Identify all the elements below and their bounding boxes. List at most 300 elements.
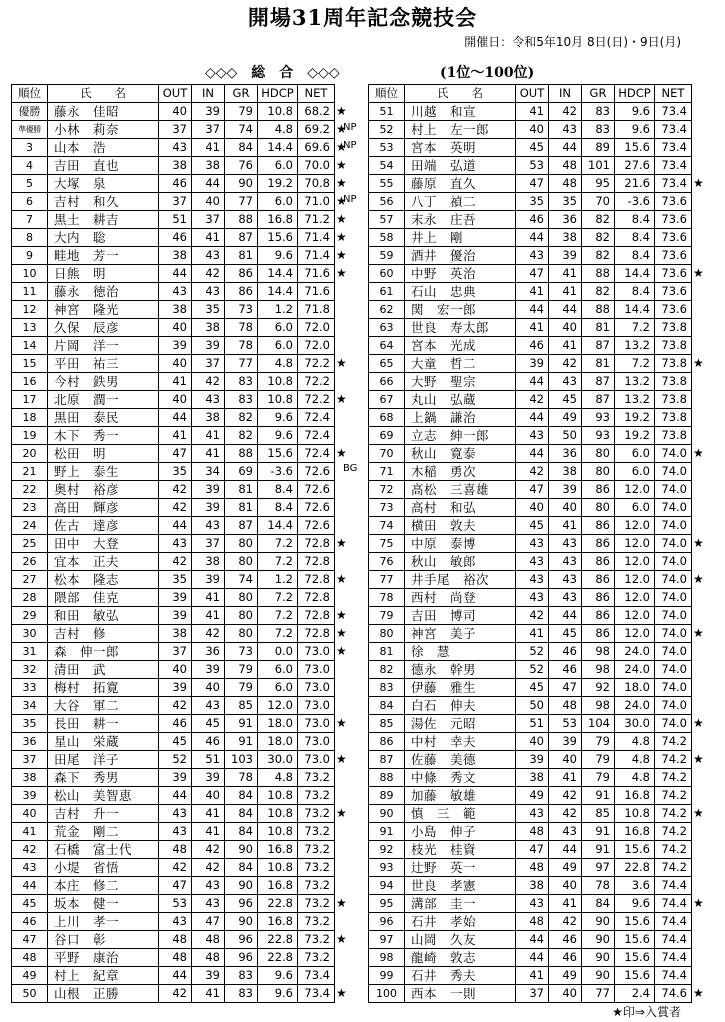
table-row [369, 643, 710, 661]
table-row [369, 481, 710, 499]
rank-cell: 27 [12, 571, 48, 589]
out-cell: 44 [516, 409, 549, 427]
rank-cell: 17 [12, 391, 48, 409]
table-row [369, 175, 710, 193]
prize-mark [692, 193, 710, 211]
net-cell: 73.8 [655, 337, 692, 355]
hdcp-cell: 8.4 [258, 499, 298, 517]
in-cell: 44 [192, 175, 225, 193]
out-cell: 48 [516, 859, 549, 877]
name-cell: 畦地 芳一 [48, 247, 159, 265]
hdcp-cell: 1.2 [258, 571, 298, 589]
net-cell: 70.8 [298, 175, 335, 193]
prize-mark [692, 373, 710, 391]
hdcp-cell: 19.2 [615, 427, 655, 445]
gr-cell: 84 [225, 805, 258, 823]
rank-cell: 25 [12, 535, 48, 553]
name-cell: 森下 秀男 [48, 769, 159, 787]
rank-cell: 37 [12, 751, 48, 769]
net-cell: 72.6 [298, 517, 335, 535]
out-cell: 53 [159, 895, 192, 913]
table-row [369, 211, 710, 229]
out-cell: 43 [159, 283, 192, 301]
name-cell: 田尾 洋子 [48, 751, 159, 769]
hdcp-cell: 6.0 [258, 679, 298, 697]
prize-mark [692, 247, 710, 265]
hdcp-cell: 14.4 [615, 301, 655, 319]
table-row [369, 445, 710, 463]
in-cell: 43 [549, 553, 582, 571]
net-cell: 74.0 [655, 553, 692, 571]
prize-mark: ★ [336, 212, 347, 226]
gr-cell: 83 [582, 103, 615, 121]
rank-cell: 69 [369, 427, 405, 445]
name-cell: 奥村 裕彦 [48, 481, 159, 499]
table-row [12, 157, 353, 175]
in-cell: 37 [192, 535, 225, 553]
name-cell: 平野 康治 [48, 949, 159, 967]
in-cell: 39 [192, 337, 225, 355]
out-cell: 42 [159, 481, 192, 499]
out-cell: 47 [516, 265, 549, 283]
net-cell: 68.2 [298, 103, 335, 121]
rank-cell: 100 [369, 985, 405, 1003]
prize-mark: ★ [336, 626, 347, 640]
net-cell: 71.6 [298, 283, 335, 301]
note-np: NP [343, 122, 357, 133]
gr-cell: 86 [225, 265, 258, 283]
prize-mark [692, 787, 710, 805]
table-row [12, 337, 353, 355]
table-row [12, 913, 353, 931]
rank-cell: 85 [369, 715, 405, 733]
prize-mark: ★ [693, 266, 704, 280]
rank-cell: 79 [369, 607, 405, 625]
table-row [369, 913, 710, 931]
net-cell: 69.6 [298, 139, 335, 157]
name-cell: 横田 敦夫 [405, 517, 516, 535]
results-table-left [11, 84, 353, 1003]
table-row [369, 553, 710, 571]
net-cell: 74.0 [655, 697, 692, 715]
rank-cell: 45 [12, 895, 48, 913]
name-cell: 八丁 禎二 [405, 193, 516, 211]
table-row [12, 139, 353, 157]
table-row [369, 769, 710, 787]
rank-cell: 41 [12, 823, 48, 841]
rank-range: (1位～100位) [440, 65, 535, 81]
out-cell: 39 [159, 607, 192, 625]
name-cell: 大谷 軍二 [48, 697, 159, 715]
rank-cell: 46 [12, 913, 48, 931]
in-cell: 47 [192, 913, 225, 931]
prize-mark [692, 769, 710, 787]
out-cell: 42 [159, 859, 192, 877]
table-row [369, 373, 710, 391]
rank-cell: 44 [12, 877, 48, 895]
prize-mark [692, 733, 710, 751]
net-cell: 70.0 [298, 157, 335, 175]
net-cell: 74.2 [655, 751, 692, 769]
prize-mark: ★ [693, 572, 704, 586]
hdcp-cell: 4.8 [615, 751, 655, 769]
gr-cell: 73 [225, 643, 258, 661]
rank-cell: 優勝 [12, 103, 48, 121]
gr-cell: 90 [582, 949, 615, 967]
name-cell: 川越 和宣 [405, 103, 516, 121]
rank-cell: 94 [369, 877, 405, 895]
gr-cell: 86 [582, 517, 615, 535]
gr-cell: 90 [225, 913, 258, 931]
name-cell: 村上 左一郎 [405, 121, 516, 139]
col-header-out: OUT [159, 85, 192, 103]
hdcp-cell: 6.0 [258, 661, 298, 679]
prize-mark [335, 859, 353, 877]
table-row [369, 499, 710, 517]
rank-cell: 77 [369, 571, 405, 589]
out-cell: 43 [159, 913, 192, 931]
rank-cell: 62 [369, 301, 405, 319]
in-cell: 37 [192, 355, 225, 373]
col-header-net: NET [298, 85, 335, 103]
rank-cell: 28 [12, 589, 48, 607]
prize-mark: ★ [693, 896, 704, 910]
in-cell: 43 [192, 895, 225, 913]
gr-cell: 86 [582, 535, 615, 553]
net-cell: 73.6 [655, 265, 692, 283]
rank-cell: 4 [12, 157, 48, 175]
out-cell: 40 [516, 733, 549, 751]
hdcp-cell: 12.0 [615, 481, 655, 499]
name-cell: 白石 伸夫 [405, 697, 516, 715]
gr-cell: 86 [582, 553, 615, 571]
hdcp-cell: 12.0 [615, 553, 655, 571]
hdcp-cell: 13.2 [615, 373, 655, 391]
net-cell: 73.4 [655, 121, 692, 139]
rank-cell: 42 [12, 841, 48, 859]
out-cell: 43 [516, 589, 549, 607]
name-cell: 今村 鉄男 [48, 373, 159, 391]
net-cell: 72.8 [298, 625, 335, 643]
net-cell: 73.2 [298, 877, 335, 895]
col-header-rank: 順位 [369, 85, 405, 103]
hdcp-cell: 4.8 [258, 769, 298, 787]
rank-cell: 33 [12, 679, 48, 697]
out-cell: 43 [516, 805, 549, 823]
net-cell: 73.2 [298, 913, 335, 931]
section-subtitle: ◇◇◇ 総 合 ◇◇◇ [205, 65, 340, 81]
gr-cell: 82 [225, 427, 258, 445]
gr-cell: 83 [225, 967, 258, 985]
gr-cell: 79 [225, 661, 258, 679]
name-cell: 北原 潤一 [48, 391, 159, 409]
table-row [12, 625, 353, 643]
out-cell: 43 [516, 247, 549, 265]
out-cell: 41 [159, 427, 192, 445]
in-cell: 48 [192, 949, 225, 967]
out-cell: 53 [516, 157, 549, 175]
in-cell: 36 [549, 445, 582, 463]
rank-cell: 65 [369, 355, 405, 373]
prize-mark [692, 661, 710, 679]
in-cell: 44 [549, 841, 582, 859]
out-cell: 38 [159, 247, 192, 265]
out-cell: 49 [516, 787, 549, 805]
prize-mark [335, 949, 353, 967]
name-cell: 星山 栄蔵 [48, 733, 159, 751]
prize-mark: ★ [336, 176, 347, 190]
net-cell: 74.0 [655, 463, 692, 481]
net-cell: 72.0 [298, 319, 335, 337]
out-cell: 41 [516, 625, 549, 643]
out-cell: 40 [159, 355, 192, 373]
out-cell: 40 [159, 661, 192, 679]
table-row [12, 931, 353, 949]
in-cell: 39 [549, 733, 582, 751]
gr-cell: 98 [582, 661, 615, 679]
name-cell: 藤永 佳昭 [48, 103, 159, 121]
hdcp-cell: 16.8 [258, 211, 298, 229]
prize-mark: ★ [693, 536, 704, 550]
rank-cell: 88 [369, 769, 405, 787]
out-cell: 51 [516, 715, 549, 733]
gr-cell: 79 [225, 103, 258, 121]
hdcp-cell: 15.6 [615, 967, 655, 985]
net-cell: 73.8 [655, 319, 692, 337]
net-cell: 72.8 [298, 571, 335, 589]
rank-cell: 8 [12, 229, 48, 247]
hdcp-cell: 14.4 [258, 517, 298, 535]
in-cell: 40 [549, 877, 582, 895]
rank-cell: 66 [369, 373, 405, 391]
hdcp-cell: 15.6 [615, 931, 655, 949]
hdcp-cell: -3.6 [258, 463, 298, 481]
gr-cell: 82 [582, 211, 615, 229]
prize-mark: ★ [336, 140, 347, 154]
hdcp-cell: 7.2 [258, 589, 298, 607]
name-cell: 田中 大登 [48, 535, 159, 553]
gr-cell: 92 [582, 679, 615, 697]
table-row [12, 445, 353, 463]
gr-cell: 79 [582, 733, 615, 751]
gr-cell: 83 [582, 121, 615, 139]
gr-cell: 96 [225, 931, 258, 949]
out-cell: 38 [159, 625, 192, 643]
net-cell: 73.6 [655, 247, 692, 265]
out-cell: 39 [159, 589, 192, 607]
in-cell: 36 [192, 643, 225, 661]
table-row [12, 895, 353, 913]
out-cell: 44 [516, 373, 549, 391]
gr-cell: 96 [225, 949, 258, 967]
gr-cell: 73 [225, 301, 258, 319]
name-cell: 湯佐 元昭 [405, 715, 516, 733]
prize-mark: ★ [336, 986, 347, 1000]
prize-mark [335, 697, 353, 715]
out-cell: 39 [159, 337, 192, 355]
in-cell: 42 [549, 355, 582, 373]
rank-cell: 14 [12, 337, 48, 355]
out-cell: 43 [516, 571, 549, 589]
in-cell: 40 [192, 193, 225, 211]
prize-mark [335, 283, 353, 301]
gr-cell: 86 [582, 607, 615, 625]
prize-mark [692, 391, 710, 409]
prize-mark [335, 679, 353, 697]
gr-cell: 90 [225, 175, 258, 193]
in-cell: 41 [549, 337, 582, 355]
hdcp-cell: 13.2 [615, 391, 655, 409]
out-cell: 43 [516, 535, 549, 553]
gr-cell: 81 [582, 355, 615, 373]
hdcp-cell: 13.2 [615, 337, 655, 355]
out-cell: 46 [159, 715, 192, 733]
prize-mark [335, 661, 353, 679]
prize-mark [692, 967, 710, 985]
out-cell: 48 [516, 913, 549, 931]
net-cell: 74.2 [655, 823, 692, 841]
rank-cell: 23 [12, 499, 48, 517]
table-row [12, 517, 353, 535]
header-row [369, 85, 710, 103]
net-cell: 73.4 [655, 157, 692, 175]
hdcp-cell: 10.8 [258, 103, 298, 121]
in-cell: 38 [192, 409, 225, 427]
net-cell: 73.2 [298, 931, 335, 949]
table-row [12, 427, 353, 445]
name-cell: 吉村 修 [48, 625, 159, 643]
hdcp-cell: 12.0 [615, 517, 655, 535]
in-cell: 49 [549, 859, 582, 877]
name-cell: 佐古 達彦 [48, 517, 159, 535]
name-cell: 長田 耕一 [48, 715, 159, 733]
rank-cell: 31 [12, 643, 48, 661]
rank-cell: 43 [12, 859, 48, 877]
prize-mark [692, 877, 710, 895]
rank-cell: 64 [369, 337, 405, 355]
rank-cell: 58 [369, 229, 405, 247]
gr-cell: 77 [582, 985, 615, 1003]
out-cell: 42 [159, 697, 192, 715]
in-cell: 40 [192, 679, 225, 697]
prize-mark [335, 769, 353, 787]
net-cell: 72.6 [298, 499, 335, 517]
gr-cell: 90 [582, 931, 615, 949]
hdcp-cell: 27.6 [615, 157, 655, 175]
out-cell: 37 [159, 193, 192, 211]
hdcp-cell: 19.2 [258, 175, 298, 193]
prize-mark [692, 517, 710, 535]
net-cell: 74.0 [655, 589, 692, 607]
prize-mark [692, 823, 710, 841]
net-cell: 72.4 [298, 409, 335, 427]
in-cell: 38 [192, 157, 225, 175]
gr-cell: 88 [582, 265, 615, 283]
in-cell: 41 [549, 283, 582, 301]
in-cell: 51 [192, 751, 225, 769]
name-cell: 酒井 優治 [405, 247, 516, 265]
hdcp-cell: 16.8 [258, 841, 298, 859]
net-cell: 73.4 [655, 103, 692, 121]
hdcp-cell: 15.6 [615, 949, 655, 967]
rank-cell: 47 [12, 931, 48, 949]
col-header-name: 氏 名 [48, 85, 159, 103]
in-cell: 41 [192, 607, 225, 625]
hdcp-cell: 4.8 [258, 121, 298, 139]
in-cell: 48 [549, 175, 582, 193]
hdcp-cell: 6.0 [615, 463, 655, 481]
rank-cell: 54 [369, 157, 405, 175]
in-cell: 42 [549, 805, 582, 823]
prize-mark: ★ [336, 356, 347, 370]
table-row [369, 733, 710, 751]
in-cell: 40 [192, 787, 225, 805]
in-cell: 41 [549, 895, 582, 913]
table-row [369, 265, 710, 283]
in-cell: 43 [192, 391, 225, 409]
table-row [369, 841, 710, 859]
table-row [369, 679, 710, 697]
prize-mark: ★ [336, 266, 347, 280]
name-cell: 梅村 拓寛 [48, 679, 159, 697]
name-cell: 小林 莉奈 [48, 121, 159, 139]
hdcp-cell: 16.8 [258, 877, 298, 895]
net-cell: 72.4 [298, 445, 335, 463]
prize-mark [692, 229, 710, 247]
hdcp-cell: 15.6 [615, 139, 655, 157]
net-cell: 71.6 [298, 265, 335, 283]
name-cell: 立志 紳一郎 [405, 427, 516, 445]
prize-mark: ★ [693, 716, 704, 730]
prize-mark: ★ [336, 608, 347, 622]
in-cell: 38 [549, 229, 582, 247]
rank-cell: 59 [369, 247, 405, 265]
col-header-net: NET [655, 85, 692, 103]
name-cell: 高田 輝彦 [48, 499, 159, 517]
table-row [12, 679, 353, 697]
in-cell: 45 [192, 715, 225, 733]
in-cell: 48 [549, 157, 582, 175]
hdcp-cell: 10.8 [258, 391, 298, 409]
prize-mark [335, 427, 353, 445]
table-row [12, 247, 353, 265]
gr-cell: 82 [582, 247, 615, 265]
net-cell: 73.8 [655, 355, 692, 373]
rank-cell: 19 [12, 427, 48, 445]
hdcp-cell: 8.4 [615, 211, 655, 229]
net-cell: 72.2 [298, 373, 335, 391]
table-row [369, 985, 710, 1003]
rank-cell: 50 [12, 985, 48, 1003]
prize-mark [692, 211, 710, 229]
out-cell: 45 [159, 733, 192, 751]
gr-cell: 101 [582, 157, 615, 175]
prize-mark: ★ [693, 626, 704, 640]
hdcp-cell: 7.2 [258, 553, 298, 571]
in-cell: 43 [549, 823, 582, 841]
table-row [12, 967, 353, 985]
gr-cell: 80 [582, 445, 615, 463]
net-cell: 71.0 [298, 193, 335, 211]
out-cell: 39 [516, 751, 549, 769]
rank-cell: 13 [12, 319, 48, 337]
in-cell: 44 [549, 139, 582, 157]
gr-cell: 81 [225, 247, 258, 265]
rank-cell: 32 [12, 661, 48, 679]
table-row [12, 301, 353, 319]
in-cell: 39 [192, 967, 225, 985]
out-cell: 48 [159, 841, 192, 859]
